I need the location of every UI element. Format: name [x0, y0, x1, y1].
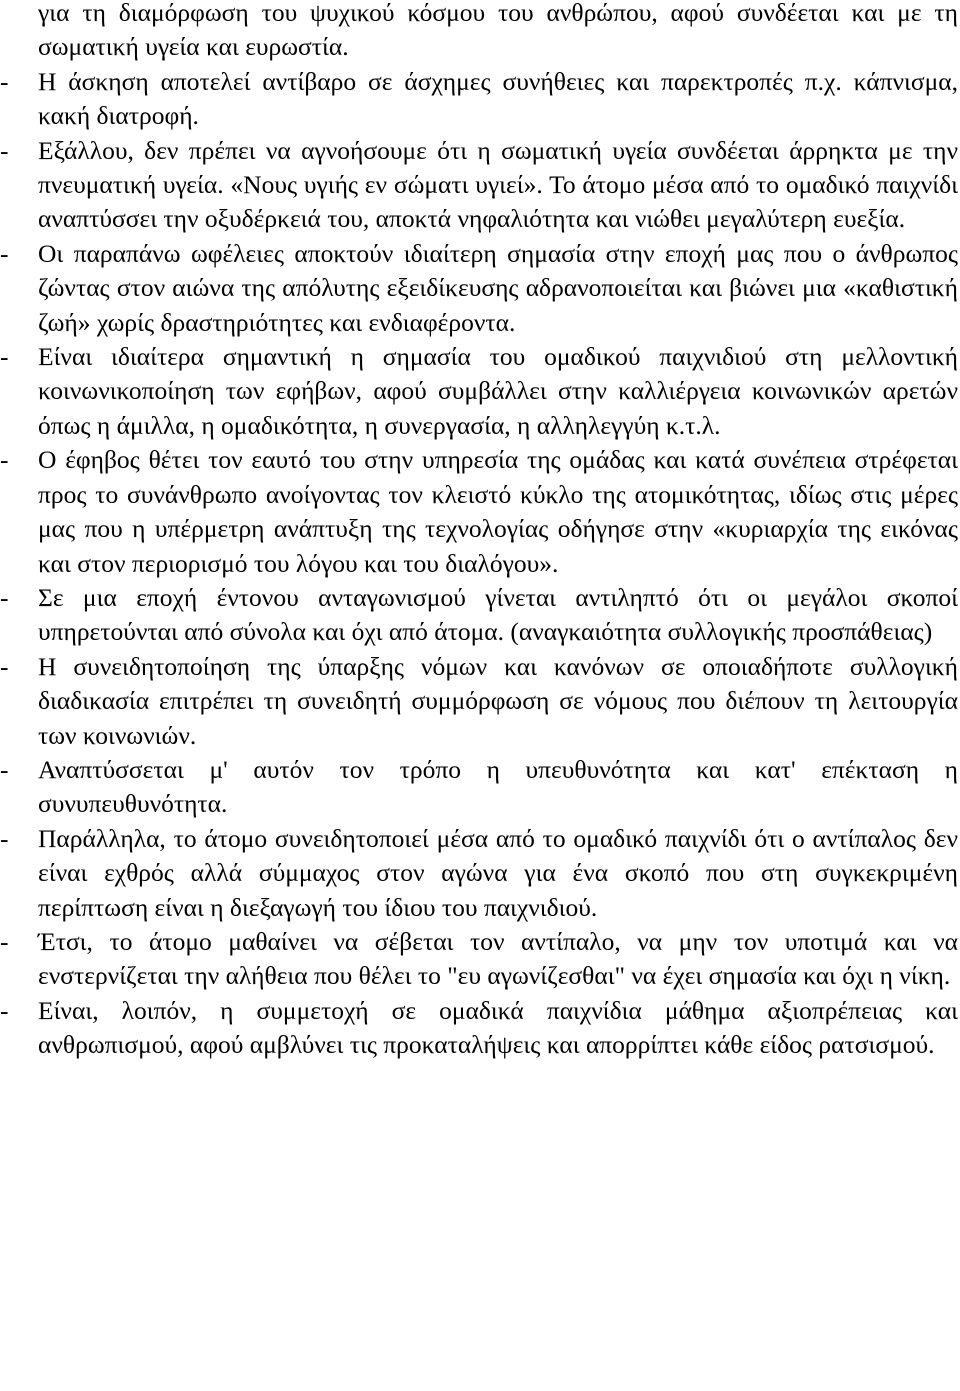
bullet-paragraph — [0, 134, 960, 237]
bullet-paragraph — [0, 822, 960, 925]
bullet-paragraph — [0, 237, 960, 340]
dash-bullet: - — [0, 445, 9, 475]
bullet-paragraph — [0, 340, 960, 443]
dash-bullet: - — [0, 342, 9, 372]
dash-bullet: - — [0, 238, 9, 268]
dash-bullet: - — [0, 651, 9, 681]
paragraph-text: Εξάλλου, δεν πρέπει να αγνοήσουμε ότι η σωματική υγεία συνδέεται άρρηκτα με την πνευματική υγεία. «Νους υγιής εν σώματι υγιεί». Το άτομο μέσα από το ομαδικό παιχνίδι αναπτύσσει την οξυδέρκειά του, αποκτά νηφαλιότητα και νιώθει μεγαλύτερη ευεξία. — [38, 135, 958, 234]
paragraph-continuation — [0, 0, 960, 65]
paragraph-text: Οι παραπάνω ωφέλειες αποκτούν ιδιαίτερη σημασία στην εποχή μας που ο άνθρωπος ζώντας στον αιώνα της απόλυτης εξειδίκευσης αδρανοποιείται και βιώνει μια «καθιστική ζωή» χωρίς δραστηριότητες και ενδιαφέροντα. — [38, 238, 958, 337]
paragraph-text: Είναι, λοιπόν, η συμμετοχή σε ομαδικά παιχνίδια μάθημα αξιοπρέπειας και ανθρωπισμού, αφού αμβλύνει τις προκαταλήψεις και απορρίπτει κάθε είδος ρατσισμού. — [38, 995, 958, 1060]
paragraph-text: για τη διαμόρφωση του ψυχικού κόσμου του ανθρώπου, αφού συνδέεται και με τη σωματική υγεία και ευρωστία. — [38, 0, 958, 62]
bullet-paragraph — [0, 753, 960, 822]
bullet-paragraph — [0, 65, 960, 134]
dash-bullet: - — [0, 66, 9, 96]
paragraph-text: Έτσι, το άτομο μαθαίνει να σέβεται τον αντίπαλο, να μην τον υποτιμά και να ενστερνίζεται την αλήθεια που θέλει το "ευ αγωνίζεσθαι" να έχει σημασία και όχι η νίκη. — [38, 926, 958, 991]
dash-bullet: - — [0, 135, 9, 165]
bullet-paragraph — [0, 581, 960, 650]
paragraph-text: Η άσκηση αποτελεί αντίβαρο σε άσχημες συνήθειες και παρεκτροπές π.χ. κάπνισμα, κακή διατροφή. — [38, 66, 958, 131]
dash-bullet: - — [0, 754, 9, 784]
dash-bullet: - — [0, 823, 9, 853]
bullet-paragraph — [0, 994, 960, 1063]
dash-bullet: - — [0, 995, 9, 1025]
paragraph-text: Σε μια εποχή έντονου ανταγωνισμού γίνεται αντιληπτό ότι οι μεγάλοι σκοποί υπηρετούνται από σύνολα και όχι από άτομα. (αναγκαιότητα συλλογικής προσπάθειας) — [38, 582, 958, 647]
paragraph-text: Αναπτύσσεται μ' αυτόν τον τρόπο η υπευθυνότητα και κατ' επέκταση η συνυπευθυνότητα. — [38, 754, 958, 819]
paragraph-text: Ο έφηβος θέτει τον εαυτό του στην υπηρεσία της ομάδας και κατά συνέπεια στρέφεται προς το συνάνθρωπο ανοίγοντας τον κλειστό κύκλο της ατομικότητας, ιδίως στις μέρες μας που η υπέρμετρη ανάπτυξη της τεχνολογίας οδήγησε στην «κυριαρχία της εικόνας και στον περιορισμό του λόγου και του διαλόγου». — [38, 445, 958, 578]
dash-bullet: - — [0, 582, 9, 612]
bullet-paragraph — [0, 925, 960, 994]
bullet-paragraph — [0, 443, 960, 581]
paragraph-text: Παράλληλα, το άτομο συνειδητοποιεί μέσα από το ομαδικό παιχνίδι ότι ο αντίπαλος δεν είναι εχθρός αλλά σύμμαχος στον αγώνα για ένα σκοπό που στη συγκεκριμένη περίπτωση είναι η διεξαγωγή του ίδιου του παιχνιδιού. — [38, 823, 958, 922]
dash-bullet: - — [0, 926, 9, 956]
paragraph-text: Η συνειδητοποίηση της ύπαρξης νόμων και κανόνων σε οποιαδήποτε συλλογική διαδικασία επιτρέπει τη συνειδητή συμμόρφωση σε νόμους που διέπουν τη λειτουργία των κοινωνιών. — [38, 651, 958, 750]
paragraph-text: Είναι ιδιαίτερα σημαντική η σημασία του ομαδικού παιχνιδιού στη μελλοντική κοινωνικοποίηση των εφήβων, αφού συμβάλλει στην καλλιέργεια κοινωνικών αρετών όπως η άμιλλα, η ομαδικότητα, η συνεργασία, η αλληλεγγύη κ.τ.λ. — [38, 342, 958, 440]
bullet-paragraph — [0, 650, 960, 753]
